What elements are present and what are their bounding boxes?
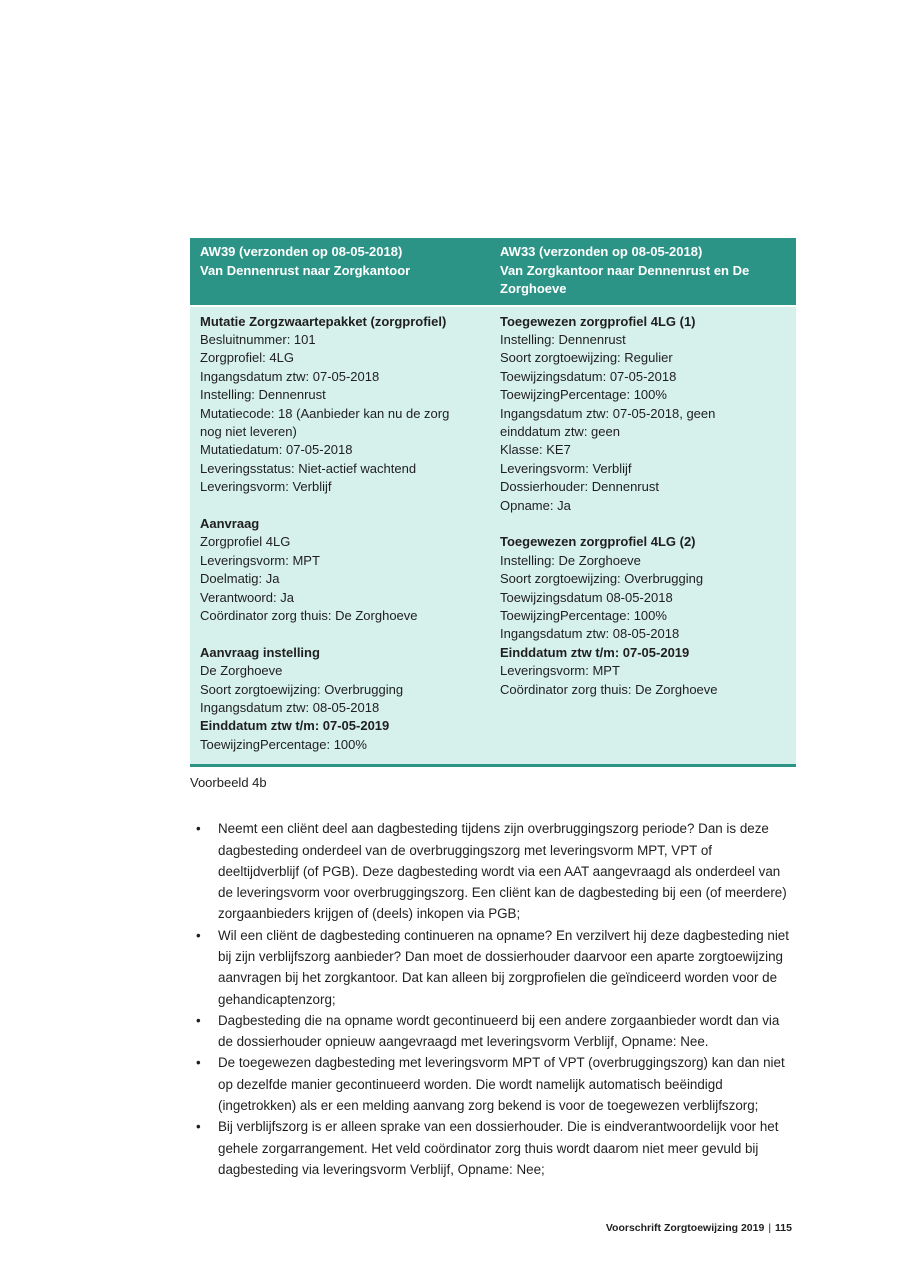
field-line: Soort zorgtoewijzing: Overbrugging bbox=[200, 681, 404, 697]
field-line: Opname: Ja bbox=[500, 497, 571, 513]
field-line: Instelling: Dennenrust bbox=[200, 387, 326, 403]
section-heading: Aanvraag bbox=[200, 515, 260, 531]
field-line: Leveringsvorm: Verblijf bbox=[500, 460, 632, 476]
field-line: Leveringsvorm: MPT bbox=[500, 663, 620, 679]
header-left-line2: Van Dennenrust naar Zorgkantoor bbox=[200, 262, 411, 278]
footer-page-number: 115 bbox=[775, 1222, 792, 1234]
field-line: Zorgprofiel 4LG bbox=[200, 534, 291, 550]
field-line: Leveringsvorm: MPT bbox=[200, 552, 320, 568]
list-item bbox=[190, 1052, 796, 1116]
field-line: Leveringsvorm: Verblijf bbox=[200, 479, 332, 495]
list-item bbox=[190, 818, 796, 924]
section-heading: Aanvraag instelling bbox=[200, 644, 320, 660]
spacer-line bbox=[200, 497, 478, 515]
bullet-text: Wil een cliënt de dagbesteding continueren na opname? En verzilvert hij deze dagbesteding niet bij zijn verblijfszorg aanbieder? Dan moet de dossierhouder daarvoor een aparte zorgtoewijzing aanvragen bij het zorgkantoor. Dat kan alleen bij zorgprofielen die geïndiceerd worden voor de gehandicaptenzorg; bbox=[218, 927, 789, 1007]
spacer-line bbox=[200, 625, 478, 643]
field-line: Ingangsdatum ztw: 08-05-2018 bbox=[500, 626, 680, 642]
page-content bbox=[190, 238, 796, 1180]
field-line: Doelmatig: Ja bbox=[200, 571, 280, 587]
field-line: Instelling: Dennenrust bbox=[500, 331, 626, 347]
field-line: ToewijzingPercentage: 100% bbox=[500, 387, 667, 403]
spacer-line bbox=[500, 515, 784, 533]
bullet-text: De toegewezen dagbesteding met leveringsvorm MPT of VPT (overbruggingszorg) kan dan niet op dezelfde manier gecontinueerd worden. Die wordt namelijk automatisch beëindigd (ingetrokken) als er een melding aanvang zorg bekend is voor de toegewezen verblijfszorg; bbox=[218, 1055, 785, 1114]
field-line: ToewijzingPercentage: 100% bbox=[200, 736, 367, 752]
bullet-list bbox=[190, 818, 796, 1180]
field-line: Toewijzingsdatum: 07-05-2018 bbox=[500, 368, 677, 384]
bullet-marker-icon: • bbox=[196, 1119, 201, 1135]
table-cell-right bbox=[490, 307, 796, 765]
field-line: einddatum ztw: geen bbox=[500, 423, 620, 439]
field-line: Mutatiedatum: 07-05-2018 bbox=[200, 442, 353, 458]
table-caption: Voorbeeld 4b bbox=[190, 775, 267, 791]
table-cell-left bbox=[190, 307, 490, 765]
field-line: Coördinator zorg thuis: De Zorghoeve bbox=[500, 681, 718, 697]
page-footer bbox=[606, 1222, 792, 1234]
field-line: ToewijzingPercentage: 100% bbox=[500, 607, 667, 623]
header-right-line1: AW33 (verzonden op 08-05-2018) bbox=[500, 244, 703, 259]
header-left-line1: AW39 (verzonden op 08-05-2018) bbox=[200, 244, 403, 259]
bullet-text: Neemt een cliënt deel aan dagbesteding tijdens zijn overbruggingszorg periode? Dan is deze dagbesteding onderdeel van de overbruggingszorg met leveringsvorm MPT, VPT of deeltijdverblijf (of PGB). Deze dagbesteding wordt via een AAT aangevraagd als onderdeel van de leveringsvorm voor overbruggingszorg. Een cliënt kan de dagbesteding bij een (of meerdere) zorgaanbieders krijgen of (deels) inkopen via PGB; bbox=[218, 821, 787, 922]
field-line-bold: Einddatum ztw t/m: 07-05-2019 bbox=[200, 718, 390, 734]
header-right-line2: Van Zorgkantoor naar Dennenrust en De Zorghoeve bbox=[500, 262, 750, 296]
field-line: nog niet leveren) bbox=[200, 423, 297, 439]
table-header-row bbox=[190, 238, 796, 305]
field-line: De Zorghoeve bbox=[200, 663, 283, 679]
field-line: Leveringsstatus: Niet-actief wachtend bbox=[200, 460, 417, 476]
list-item bbox=[190, 1010, 796, 1053]
footer-separator: | bbox=[768, 1222, 772, 1234]
field-line: Instelling: De Zorghoeve bbox=[500, 552, 641, 568]
field-line: Ingangsdatum ztw: 08-05-2018 bbox=[200, 700, 380, 715]
bullet-marker-icon: • bbox=[196, 927, 201, 943]
field-line-bold: Einddatum ztw t/m: 07-05-2019 bbox=[500, 644, 690, 660]
bullet-text: Dagbesteding die na opname wordt gecontinueerd bij een andere zorgaanbieder wordt dan via de dossierhouder opnieuw aangevraagd met leveringsvorm Verblijf, Opname: Nee. bbox=[218, 1012, 780, 1050]
list-item bbox=[190, 925, 796, 1010]
bullet-marker-icon: • bbox=[196, 1055, 201, 1071]
field-line: Coördinator zorg thuis: De Zorghoeve bbox=[200, 607, 418, 623]
section-heading: Toegewezen zorgprofiel 4LG (2) bbox=[500, 534, 696, 550]
field-line: Klasse: KE7 bbox=[500, 442, 571, 458]
bullet-marker-icon: • bbox=[196, 1012, 201, 1028]
table-header-right bbox=[490, 238, 796, 305]
field-line: Verantwoord: Ja bbox=[200, 589, 294, 605]
field-line: Ingangsdatum ztw: 07-05-2018, geen bbox=[500, 405, 716, 421]
list-item bbox=[190, 1116, 796, 1180]
field-line: Zorgprofiel: 4LG bbox=[200, 350, 294, 366]
field-line: Besluitnummer: 101 bbox=[200, 331, 316, 347]
field-line: Ingangsdatum ztw: 07-05-2018 bbox=[200, 368, 380, 384]
table-body-row bbox=[190, 307, 796, 768]
section-heading: Mutatie Zorgzwaartepakket (zorgprofiel) bbox=[200, 313, 447, 329]
section-heading: Toegewezen zorgprofiel 4LG (1) bbox=[500, 313, 696, 329]
bullet-marker-icon: • bbox=[196, 821, 201, 837]
field-line: Soort zorgtoewijzing: Overbrugging bbox=[500, 571, 704, 587]
field-line: Soort zorgtoewijzing: Regulier bbox=[500, 350, 673, 366]
footer-document-title: Voorschrift Zorgtoewijzing 2019 bbox=[605, 1222, 765, 1234]
field-line: Toewijzingsdatum 08-05-2018 bbox=[500, 589, 673, 605]
field-line: Dossierhouder: Dennenrust bbox=[500, 479, 659, 495]
field-line: Mutatiecode: 18 (Aanbieder kan nu de zorg bbox=[200, 405, 450, 421]
bullet-text: Bij verblijfszorg is er alleen sprake van een dossierhouder. Die is eindverantwoordelijk voor het gehele zorgarrangement. Het veld coördinator zorg thuis wordt daarom niet meer gevuld bij dagbesteding via leveringsvorm Verblijf, Opname: Nee; bbox=[218, 1119, 779, 1177]
table-header-left bbox=[190, 238, 490, 305]
